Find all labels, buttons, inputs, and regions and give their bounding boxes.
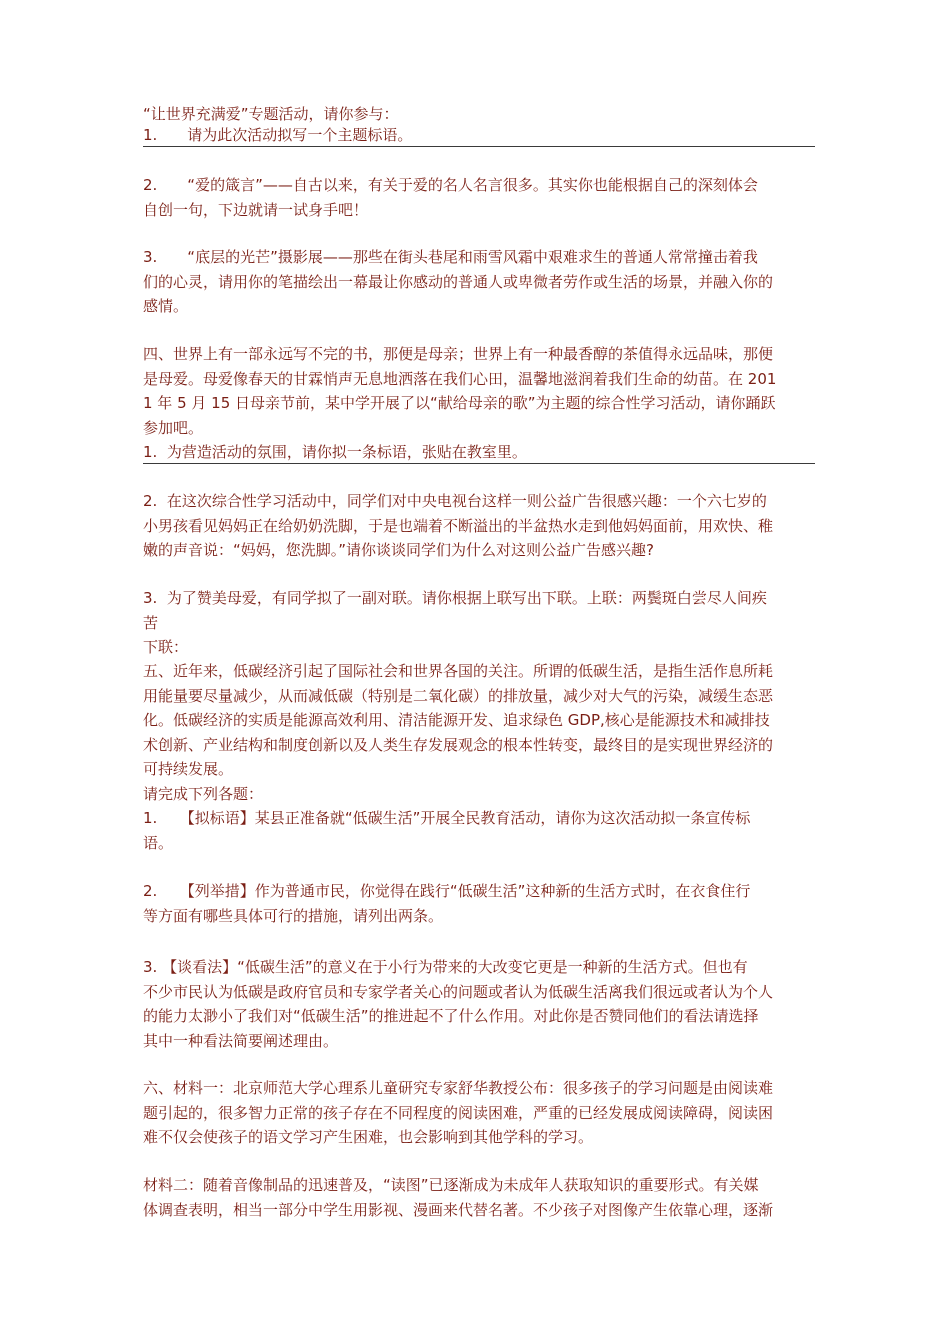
intro-title: “让世界充满爱”专题活动，请你参与： bbox=[143, 105, 399, 123]
section5-q1-line: 语。 bbox=[143, 833, 174, 852]
section4-q3-line: 3. 为了赞美母爱，有同学拟了一副对联。请你根据上联写出下联。上联：两鬓斑白尝尽人间疾 bbox=[143, 589, 767, 607]
intro-q3-block bbox=[143, 245, 815, 319]
section5-intro-line: 可持续发展。 bbox=[143, 760, 234, 778]
section5-intro-line: 五、近年来，低碳经济引起了国际社会和世界各国的关注。所谓的低碳生活，是指生活作息所耗 bbox=[143, 662, 774, 680]
section4-q1: 1. 为营造活动的氛围，请你拟一条标语，张贴在教室里。 bbox=[143, 443, 527, 461]
section5-q3-line: 3. 【谈看法】“低碳生活”的意义在于小行为带来的大改变它更是一种新的生活方式。但也有 bbox=[143, 958, 748, 976]
section4-q2-line: 小男孩看见妈妈正在给奶奶洗脚，于是也端着不断溢出的半盆热水走到他妈妈面前，用欢快、稚 bbox=[143, 516, 774, 535]
intro-q2-line: 2. “爱的箴言”——自古以来，有关于爱的名人名言很多。其实你也能根据自己的深刻体会 bbox=[143, 176, 758, 194]
section5-q3-line: 不少市民认为低碳是政府官员和专家学者关心的问题或者认为低碳生活离我们很远或者认为个人 bbox=[143, 982, 774, 1001]
section5-q2-line: 2. 【列举措】作为普通市民，你觉得在践行“低碳生活”这种新的生活方式时，在衣食住行 bbox=[143, 882, 751, 900]
intro-q2-block bbox=[143, 173, 815, 222]
section6-m2-block bbox=[143, 1173, 815, 1222]
section6-m1-line: 难不仅会使孩子的语文学习产生困难，也会影响到其他学科的学习。 bbox=[143, 1128, 594, 1146]
section4-q2-line: 2. 在这次综合性学习活动中，同学们对中央电视台这样一则公益广告很感兴趣：一个六七岁的 bbox=[143, 492, 767, 510]
section4-q3-block bbox=[143, 586, 815, 660]
section5-q3-line: 其中一种看法简要阐述理由。 bbox=[143, 1031, 339, 1050]
section4-q1-block bbox=[143, 440, 815, 464]
section5-intro-line: 化。低碳经济的实质是能源高效利用、清洁能源开发、追求绿色 GDP,核心是能源技术和减排技 bbox=[143, 711, 770, 729]
intro-q1-block bbox=[143, 123, 815, 147]
section6-m2-line: 材料二：随着音像制品的迅速普及，“读图”已逐渐成为未成年人获取知识的重要形式。有关媒 bbox=[143, 1176, 759, 1194]
section5-intro-line: 用能量要尽量减少，从而减低碳（特别是二氧化碳）的排放量，减少对大气的污染，减缓生态恶 bbox=[143, 686, 774, 705]
section4-intro-line: 四、世界上有一部永远写不完的书，那便是母亲；世界上有一种最香醇的茶值得永远品味，那便 bbox=[143, 345, 774, 363]
section4-intro-line: 1 年 5 月 15 日母亲节前，某中学开展了以“献给母亲的歌”为主题的综合性学习活动，请你踊跃 bbox=[143, 394, 776, 412]
section5-q2-line: 等方面有哪些具体可行的措施，请列出两条。 bbox=[143, 906, 444, 925]
section6-m2-line: 体调查表明，相当一部分中学生用影视、漫画来代替名著。不少孩子对图像产生依靠心理，逐渐 bbox=[143, 1200, 774, 1219]
intro-q1: 1. 请为此次活动拟写一个主题标语。 bbox=[143, 126, 413, 144]
intro-q2-line: 自创一句，下边就请一试身手吧！ bbox=[143, 200, 369, 219]
section5-intro-line: 术创新、产业结构和制度创新以及人类生存发展观念的根本性转变，最终目的是实现世界经济的 bbox=[143, 735, 774, 754]
section4-q2-line: 嫩的声音说：“妈妈，您洗脚。”请你谈谈同学们为什么对这则公益广告感兴趣? bbox=[143, 541, 655, 559]
intro-q3-line: 3. “底层的光芒”摄影展——那些在街头巷尾和雨雪风霜中艰难求生的普通人常常撞击着我 bbox=[143, 248, 758, 266]
section4-intro-block bbox=[143, 342, 815, 440]
section5-q1-block bbox=[143, 806, 815, 855]
section5-q3-block bbox=[143, 955, 815, 1053]
section5-q3-line: 的能力太渺小了我们对“低碳生活”的推进起不了什么作用。对此你是否赞同他们的看法请选择 bbox=[143, 1007, 759, 1025]
intro-q3-line: 们的心灵，请用你的笔描绘出一幕最让你感动的普通人或卑微者劳作或生活的场景，并融入你的 bbox=[143, 272, 774, 291]
section4-q3-line: 下联： bbox=[143, 638, 189, 656]
section5-q2-block bbox=[143, 879, 815, 928]
section5-intro-line: 请完成下列各题： bbox=[143, 784, 264, 803]
section4-intro-line: 参加吧。 bbox=[143, 418, 204, 437]
section5-q1-line: 1. 【拟标语】某县正准备就“低碳生活”开展全民教育活动，请你为这次活动拟一条宣传标 bbox=[143, 809, 751, 827]
section6-m1-line: 六、材料一：北京师范大学心理系儿童研究专家舒华教授公布：很多孩子的学习问题是由阅读难 bbox=[143, 1079, 774, 1097]
section6-m1-line: 题引起的，很多智力正常的孩子存在不同程度的阅读困难，严重的已经发展成阅读障碍，阅读困 bbox=[143, 1103, 774, 1122]
section4-q3-line: 苦 bbox=[143, 613, 159, 632]
section4-intro-line: 是母爱。母爱像春天的甘霖悄声无息地洒落在我们心田，温馨地滋润着我们生命的幼苗。在 201 bbox=[143, 369, 777, 388]
section4-q2-block bbox=[143, 489, 815, 563]
intro-q3-line: 感情。 bbox=[143, 297, 189, 315]
section5-intro-block bbox=[143, 659, 815, 806]
section6-m1-block bbox=[143, 1076, 815, 1150]
